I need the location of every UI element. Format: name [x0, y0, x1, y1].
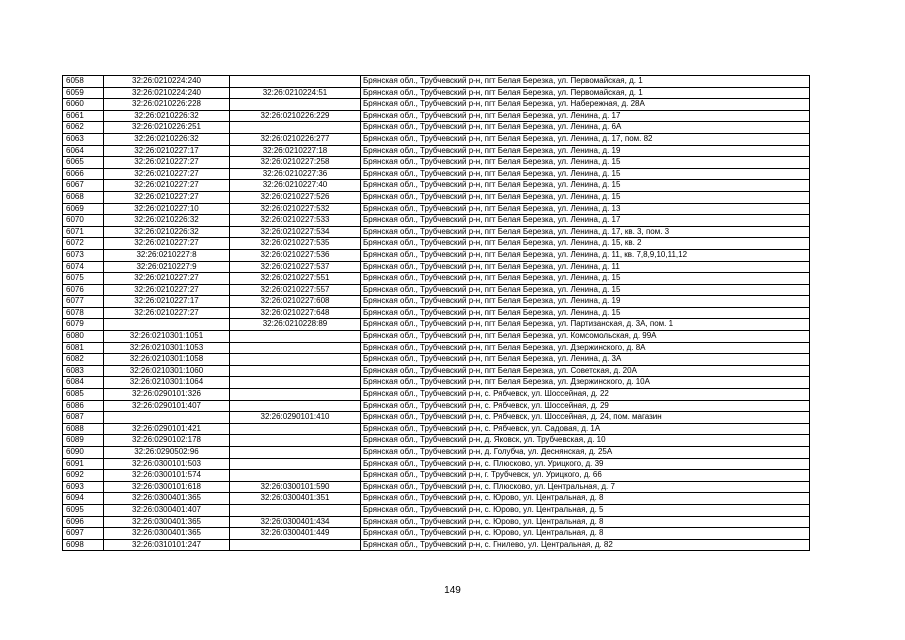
table-row [63, 331, 810, 343]
cadastral-number-cell: 32:26:0290101:421 [104, 423, 230, 435]
row-number-cell: 6069 [63, 203, 104, 215]
cadastral-number-cell: 32:26:0210227:27 [104, 168, 230, 180]
row-number-cell: 6061 [63, 110, 104, 122]
object-number-cell: 32:26:0210227:36 [230, 168, 361, 180]
address-cell: Брянская обл., Трубчевский р-н, пгт Белая Березка, ул. Дзержинского, д. 8А [361, 342, 810, 354]
address-cell: Брянская обл., Трубчевский р-н, пгт Белая Березка, ул. Первомайская, д. 1 [361, 87, 810, 99]
cadastral-number-cell: 32:26:0300401:407 [104, 504, 230, 516]
row-number-cell: 6064 [63, 145, 104, 157]
object-number-cell: 32:26:0210226:277 [230, 133, 361, 145]
object-number-cell: 32:26:0210224:51 [230, 87, 361, 99]
cadastral-number-cell: 32:26:0210227:27 [104, 180, 230, 192]
object-number-cell: 32:26:0210227:536 [230, 249, 361, 261]
row-number-cell: 6091 [63, 458, 104, 470]
cadastral-number-cell: 32:26:0300401:365 [104, 528, 230, 540]
address-cell: Брянская обл., Трубчевский р-н, пгт Белая Березка, ул. Первомайская, д. 1 [361, 76, 810, 88]
cadastral-number-cell: 32:26:0290502:96 [104, 447, 230, 459]
row-number-cell: 6070 [63, 215, 104, 227]
address-cell: Брянская обл., Трубчевский р-н, пгт Белая Березка, ул. Ленина, д. 11 [361, 261, 810, 273]
cadastral-number-cell: 32:26:0210227:27 [104, 284, 230, 296]
table-row [63, 481, 810, 493]
address-cell: Брянская обл., Трубчевский р-н, с. Юрово, ул. Центральная, д. 8 [361, 516, 810, 528]
cadastral-number-cell: 32:26:0210301:1064 [104, 377, 230, 389]
table-row [63, 423, 810, 435]
object-number-cell [230, 331, 361, 343]
cadastral-number-cell: 32:26:0300101:574 [104, 470, 230, 482]
registry-table-body [63, 76, 810, 551]
address-cell: Брянская обл., Трубчевский р-н, пгт Белая Березка, ул. Ленина, д. 11, кв. 7,8,9,10,11,12 [361, 249, 810, 261]
table-row [63, 110, 810, 122]
row-number-cell: 6075 [63, 273, 104, 285]
table-row [63, 516, 810, 528]
table-row [63, 365, 810, 377]
cadastral-number-cell: 32:26:0290101:326 [104, 389, 230, 401]
table-row [63, 539, 810, 551]
object-number-cell [230, 447, 361, 459]
address-cell: Брянская обл., Трубчевский р-н, пгт Белая Березка, ул. Комсомольская, д. 99А [361, 331, 810, 343]
address-cell: Брянская обл., Трубчевский р-н, пгт Белая Березка, ул. Дзержинского, д. 10А [361, 377, 810, 389]
cadastral-number-cell: 32:26:0210227:17 [104, 145, 230, 157]
address-cell: Брянская обл., Трубчевский р-н, пгт Белая Березка, ул. Ленина, д. 3А [361, 354, 810, 366]
address-cell: Брянская обл., Трубчевский р-н, пгт Белая Березка, ул. Ленина, д. 17, кв. 3, пом. 3 [361, 226, 810, 238]
address-cell: Брянская обл., Трубчевский р-н, с. Рябчевск, ул. Шоссейная, д. 29 [361, 400, 810, 412]
table-row [63, 261, 810, 273]
object-number-cell: 32:26:0210227:534 [230, 226, 361, 238]
address-cell: Брянская обл., Трубчевский р-н, г. Трубчевск, ул. Урицкого, д. 66 [361, 470, 810, 482]
address-cell: Брянская обл., Трубчевский р-н, пгт Белая Березка, ул. Ленина, д. 15 [361, 191, 810, 203]
cadastral-number-cell: 32:26:0210226:251 [104, 122, 230, 134]
row-number-cell: 6087 [63, 412, 104, 424]
cadastral-number-cell: 32:26:0210224:240 [104, 76, 230, 88]
row-number-cell: 6073 [63, 249, 104, 261]
row-number-cell: 6076 [63, 284, 104, 296]
table-row [63, 168, 810, 180]
address-cell: Брянская обл., Трубчевский р-н, пгт Белая Березка, ул. Ленина, д. 15 [361, 180, 810, 192]
row-number-cell: 6074 [63, 261, 104, 273]
object-number-cell [230, 365, 361, 377]
object-number-cell [230, 423, 361, 435]
table-row [63, 296, 810, 308]
table-row [63, 238, 810, 250]
row-number-cell: 6079 [63, 319, 104, 331]
object-number-cell [230, 354, 361, 366]
address-cell: Брянская обл., Трубчевский р-н, пгт Белая Березка, ул. Набережная, д. 28А [361, 99, 810, 111]
table-row [63, 133, 810, 145]
table-row [63, 226, 810, 238]
row-number-cell: 6083 [63, 365, 104, 377]
object-number-cell: 32:26:0210226:229 [230, 110, 361, 122]
table-row [63, 354, 810, 366]
table-row [63, 203, 810, 215]
table-row [63, 307, 810, 319]
row-number-cell: 6098 [63, 539, 104, 551]
object-number-cell: 32:26:0210227:608 [230, 296, 361, 308]
row-number-cell: 6097 [63, 528, 104, 540]
row-number-cell: 6071 [63, 226, 104, 238]
row-number-cell: 6059 [63, 87, 104, 99]
cadastral-number-cell: 32:26:0210226:228 [104, 99, 230, 111]
row-number-cell: 6095 [63, 504, 104, 516]
cadastral-number-cell: 32:26:0300101:618 [104, 481, 230, 493]
cadastral-number-cell: 32:26:0210227:27 [104, 238, 230, 250]
address-cell: Брянская обл., Трубчевский р-н, д. Яковск, ул. Трубчевская, д. 10 [361, 435, 810, 447]
row-number-cell: 6068 [63, 191, 104, 203]
address-cell: Брянская обл., Трубчевский р-н, пгт Белая Березка, ул. Ленина, д. 6А [361, 122, 810, 134]
row-number-cell: 6078 [63, 307, 104, 319]
table-row [63, 528, 810, 540]
address-cell: Брянская обл., Трубчевский р-н, пгт Белая Березка, ул. Ленина, д. 15 [361, 273, 810, 285]
row-number-cell: 6096 [63, 516, 104, 528]
address-cell: Брянская обл., Трубчевский р-н, пгт Белая Березка, ул. Ленина, д. 17, пом. 82 [361, 133, 810, 145]
table-row [63, 504, 810, 516]
address-cell: Брянская обл., Трубчевский р-н, пгт Белая Березка, ул. Ленина, д. 17 [361, 215, 810, 227]
address-cell: Брянская обл., Трубчевский р-н, пгт Белая Березка, ул. Партизанская, д. 3А, пом. 1 [361, 319, 810, 331]
table-row [63, 377, 810, 389]
address-cell: Брянская обл., Трубчевский р-н, с. Юрово, ул. Центральная, д. 5 [361, 504, 810, 516]
object-number-cell [230, 504, 361, 516]
object-number-cell: 32:26:0210227:535 [230, 238, 361, 250]
cadastral-number-cell: 32:26:0210301:1051 [104, 331, 230, 343]
row-number-cell: 6060 [63, 99, 104, 111]
row-number-cell: 6065 [63, 157, 104, 169]
object-number-cell: 32:26:0210227:551 [230, 273, 361, 285]
object-number-cell: 32:26:0300401:449 [230, 528, 361, 540]
row-number-cell: 6089 [63, 435, 104, 447]
object-number-cell: 32:26:0290101:410 [230, 412, 361, 424]
row-number-cell: 6081 [63, 342, 104, 354]
object-number-cell [230, 539, 361, 551]
address-cell: Брянская обл., Трубчевский р-н, пгт Белая Березка, ул. Ленина, д. 15 [361, 157, 810, 169]
row-number-cell: 6093 [63, 481, 104, 493]
table-row [63, 458, 810, 470]
address-cell: Брянская обл., Трубчевский р-н, пгт Белая Березка, ул. Ленина, д. 15 [361, 307, 810, 319]
cadastral-number-cell: 32:26:0210227:10 [104, 203, 230, 215]
table-row [63, 319, 810, 331]
row-number-cell: 6084 [63, 377, 104, 389]
cadastral-number-cell [104, 412, 230, 424]
address-cell: Брянская обл., Трубчевский р-н, с. Рябчевск, ул. Шоссейная, д. 24, пом. магазин [361, 412, 810, 424]
table-row [63, 342, 810, 354]
object-number-cell [230, 377, 361, 389]
object-number-cell [230, 389, 361, 401]
table-row [63, 87, 810, 99]
row-number-cell: 6080 [63, 331, 104, 343]
address-cell: Брянская обл., Трубчевский р-н, с. Юрово, ул. Центральная, д. 8 [361, 493, 810, 505]
table-row [63, 447, 810, 459]
address-cell: Брянская обл., Трубчевский р-н, с. Юрово, ул. Центральная, д. 8 [361, 528, 810, 540]
cadastral-number-cell: 32:26:0290101:407 [104, 400, 230, 412]
object-number-cell [230, 122, 361, 134]
row-number-cell: 6058 [63, 76, 104, 88]
object-number-cell: 32:26:0300401:434 [230, 516, 361, 528]
address-cell: Брянская обл., Трубчевский р-н, пгт Белая Березка, ул. Ленина, д. 17 [361, 110, 810, 122]
cadastral-number-cell: 32:26:0210301:1060 [104, 365, 230, 377]
object-number-cell [230, 76, 361, 88]
table-row [63, 470, 810, 482]
object-number-cell [230, 458, 361, 470]
row-number-cell: 6067 [63, 180, 104, 192]
cadastral-number-cell: 32:26:0210227:9 [104, 261, 230, 273]
row-number-cell: 6077 [63, 296, 104, 308]
cadastral-number-cell: 32:26:0210227:8 [104, 249, 230, 261]
table-row [63, 76, 810, 88]
object-number-cell: 32:26:0300401:351 [230, 493, 361, 505]
cadastral-number-cell: 32:26:0210301:1058 [104, 354, 230, 366]
object-number-cell [230, 400, 361, 412]
row-number-cell: 6094 [63, 493, 104, 505]
table-row [63, 493, 810, 505]
address-cell: Брянская обл., Трубчевский р-н, пгт Белая Березка, ул. Ленина, д. 19 [361, 296, 810, 308]
table-row [63, 191, 810, 203]
row-number-cell: 6082 [63, 354, 104, 366]
table-row [63, 157, 810, 169]
object-number-cell: 32:26:0210227:526 [230, 191, 361, 203]
object-number-cell: 32:26:0210227:533 [230, 215, 361, 227]
object-number-cell [230, 99, 361, 111]
object-number-cell: 32:26:0210227:537 [230, 261, 361, 273]
object-number-cell: 32:26:0210227:532 [230, 203, 361, 215]
object-number-cell: 32:26:0210227:557 [230, 284, 361, 296]
row-number-cell: 6072 [63, 238, 104, 250]
table-row [63, 145, 810, 157]
table-row [63, 122, 810, 134]
address-cell: Брянская обл., Трубчевский р-н, пгт Белая Березка, ул. Ленина, д. 13 [361, 203, 810, 215]
table-row [63, 389, 810, 401]
cadastral-number-cell: 32:26:0210227:27 [104, 273, 230, 285]
row-number-cell: 6088 [63, 423, 104, 435]
object-number-cell: 32:26:0210227:258 [230, 157, 361, 169]
address-cell: Брянская обл., Трубчевский р-н, с. Рябчевск, ул. Шоссейная, д. 22 [361, 389, 810, 401]
row-number-cell: 6090 [63, 447, 104, 459]
row-number-cell: 6085 [63, 389, 104, 401]
table-row [63, 99, 810, 111]
object-number-cell [230, 435, 361, 447]
page-number: 149 [444, 585, 461, 596]
table-row [63, 215, 810, 227]
cadastral-number-cell: 32:26:0210301:1053 [104, 342, 230, 354]
address-cell: Брянская обл., Трубчевский р-н, пгт Белая Березка, ул. Ленина, д. 15 [361, 284, 810, 296]
table-row [63, 400, 810, 412]
object-number-cell [230, 342, 361, 354]
table-row [63, 249, 810, 261]
cadastral-number-cell: 32:26:0210227:27 [104, 307, 230, 319]
address-cell: Брянская обл., Трубчевский р-н, пгт Белая Березка, ул. Советская, д. 20А [361, 365, 810, 377]
cadastral-number-cell [104, 319, 230, 331]
cadastral-number-cell: 32:26:0210226:32 [104, 226, 230, 238]
cadastral-number-cell: 32:26:0300401:365 [104, 493, 230, 505]
object-number-cell: 32:26:0210228:89 [230, 319, 361, 331]
row-number-cell: 6066 [63, 168, 104, 180]
row-number-cell: 6086 [63, 400, 104, 412]
object-number-cell: 32:26:0210227:648 [230, 307, 361, 319]
cadastral-number-cell: 32:26:0310101:247 [104, 539, 230, 551]
row-number-cell: 6092 [63, 470, 104, 482]
cadastral-number-cell: 32:26:0210227:27 [104, 157, 230, 169]
cadastral-number-cell: 32:26:0300401:365 [104, 516, 230, 528]
cadastral-number-cell: 32:26:0300101:503 [104, 458, 230, 470]
table-row [63, 273, 810, 285]
cadastral-number-cell: 32:26:0210227:17 [104, 296, 230, 308]
object-number-cell: 32:26:0210227:18 [230, 145, 361, 157]
cadastral-number-cell: 32:26:0290102:178 [104, 435, 230, 447]
cadastral-number-cell: 32:26:0210224:240 [104, 87, 230, 99]
address-cell: Брянская обл., Трубчевский р-н, д. Голубча, ул. Деснянская, д. 25А [361, 447, 810, 459]
cadastral-number-cell: 32:26:0210226:32 [104, 110, 230, 122]
object-number-cell: 32:26:0300101:590 [230, 481, 361, 493]
table-row [63, 180, 810, 192]
address-cell: Брянская обл., Трубчевский р-н, с. Гнилево, ул. Центральная, д. 82 [361, 539, 810, 551]
row-number-cell: 6062 [63, 122, 104, 134]
registry-table [62, 75, 810, 551]
cadastral-number-cell: 32:26:0210227:27 [104, 191, 230, 203]
address-cell: Брянская обл., Трубчевский р-н, с. Рябчевск, ул. Садовая, д. 1А [361, 423, 810, 435]
cadastral-number-cell: 32:26:0210226:32 [104, 215, 230, 227]
address-cell: Брянская обл., Трубчевский р-н, пгт Белая Березка, ул. Ленина, д. 19 [361, 145, 810, 157]
object-number-cell [230, 470, 361, 482]
table-row [63, 284, 810, 296]
address-cell: Брянская обл., Трубчевский р-н, с. Плюсково, ул. Центральная, д. 7 [361, 481, 810, 493]
address-cell: Брянская обл., Трубчевский р-н, с. Плюсково, ул. Урицкого, д. 39 [361, 458, 810, 470]
address-cell: Брянская обл., Трубчевский р-н, пгт Белая Березка, ул. Ленина, д. 15 [361, 168, 810, 180]
cadastral-number-cell: 32:26:0210226:32 [104, 133, 230, 145]
table-row [63, 412, 810, 424]
row-number-cell: 6063 [63, 133, 104, 145]
address-cell: Брянская обл., Трубчевский р-н, пгт Белая Березка, ул. Ленина, д. 15, кв. 2 [361, 238, 810, 250]
object-number-cell: 32:26:0210227:40 [230, 180, 361, 192]
table-row [63, 435, 810, 447]
